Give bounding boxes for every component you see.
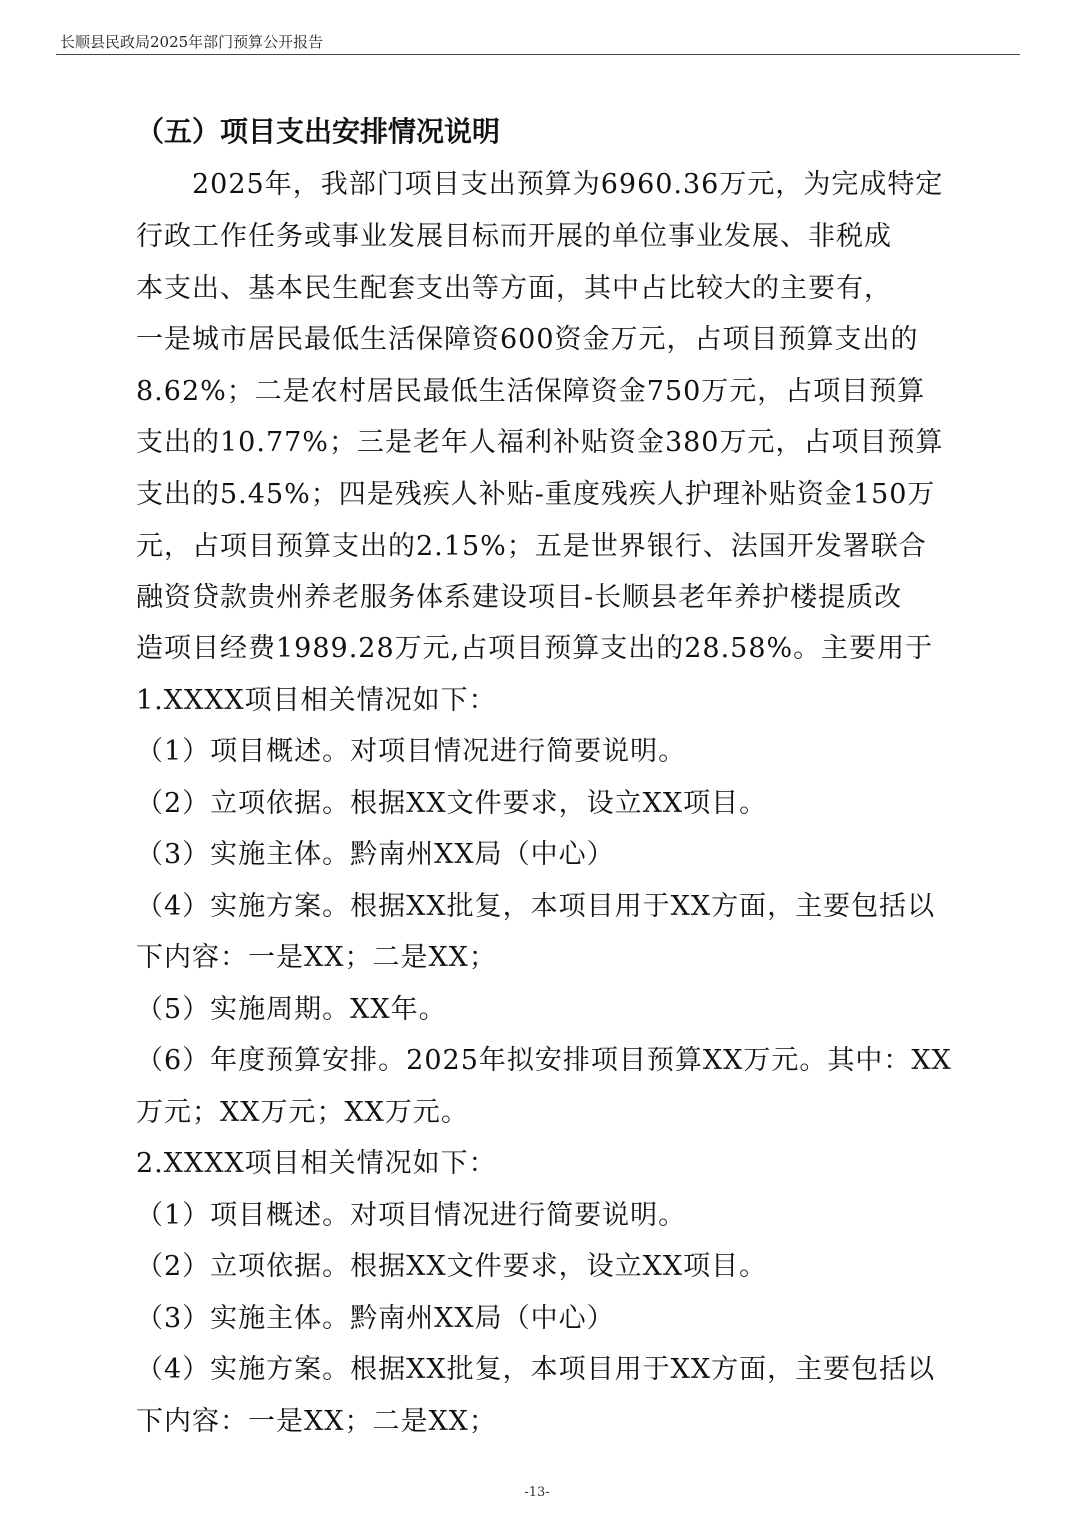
- project-line: （3）实施主体。黔南州XX局（中心）: [136, 1303, 615, 1334]
- paragraph-line: 支出的5.45%；四是残疾人补贴-重度残疾人护理补贴资金150万: [136, 479, 936, 510]
- paragraph-line: 行政工作任务或事业发展目标而开展的单位事业发展、非税成: [136, 221, 892, 252]
- project-line: 1.XXXX项目相关情况如下：: [136, 685, 497, 716]
- paragraph-line: 元，占项目预算支出的2.15%；五是世界银行、法国开发署联合: [136, 531, 927, 562]
- project-line: （1）项目概述。对项目情况进行简要说明。: [136, 1200, 687, 1231]
- paragraph-line: 本支出、基本民生配套支出等方面，其中占比较大的主要有，: [136, 273, 892, 304]
- project-line: （2）立项依据。根据XX文件要求，设立XX项目。: [136, 1251, 768, 1282]
- paragraph-line: 造项目经费1989.28万元,占项目预算支出的28.58%。主要用于: [136, 633, 934, 664]
- project-line: （6）年度预算安排。2025年拟安排项目预算XX万元。其中：XX: [136, 1045, 952, 1076]
- project-line: 万元；XX万元；XX万元。: [136, 1097, 469, 1128]
- project-line: （3）实施主体。黔南州XX局（中心）: [136, 839, 615, 870]
- paragraph-line: 支出的10.77%；三是老年人福利补贴资金380万元，占项目预算: [136, 427, 944, 458]
- section-title: （五）项目支出安排情况说明: [136, 115, 501, 148]
- project-line: （4）实施方案。根据XX批复，本项目用于XX方面，主要包括以: [136, 1354, 936, 1385]
- project-line: （4）实施方案。根据XX批复，本项目用于XX方面，主要包括以: [136, 891, 936, 922]
- paragraph-line: 2025年，我部门项目支出预算为6960.36万元，为完成特定: [192, 169, 944, 200]
- paragraph-line: 8.62%；二是农村居民最低生活保障资金750万元，占项目预算: [136, 376, 926, 407]
- project-line: （1）项目概述。对项目情况进行简要说明。: [136, 736, 687, 767]
- project-line: （5）实施周期。XX年。: [136, 994, 447, 1025]
- paragraph-line: 一是城市居民最低生活保障资600资金万元，占项目预算支出的: [136, 324, 919, 355]
- page-header-title: 长顺县民政局2025年部门预算公开报告: [60, 33, 324, 51]
- project-line: （2）立项依据。根据XX文件要求，设立XX项目。: [136, 788, 768, 819]
- project-line: 下内容：一是XX；二是XX；: [136, 942, 497, 973]
- project-line: 2.XXXX项目相关情况如下：: [136, 1148, 497, 1179]
- page-number: -13-: [524, 1485, 550, 1500]
- project-line: 下内容：一是XX；二是XX；: [136, 1406, 497, 1437]
- paragraph-line: 融资贷款贵州养老服务体系建设项目-长顺县老年养护楼提质改: [136, 582, 903, 613]
